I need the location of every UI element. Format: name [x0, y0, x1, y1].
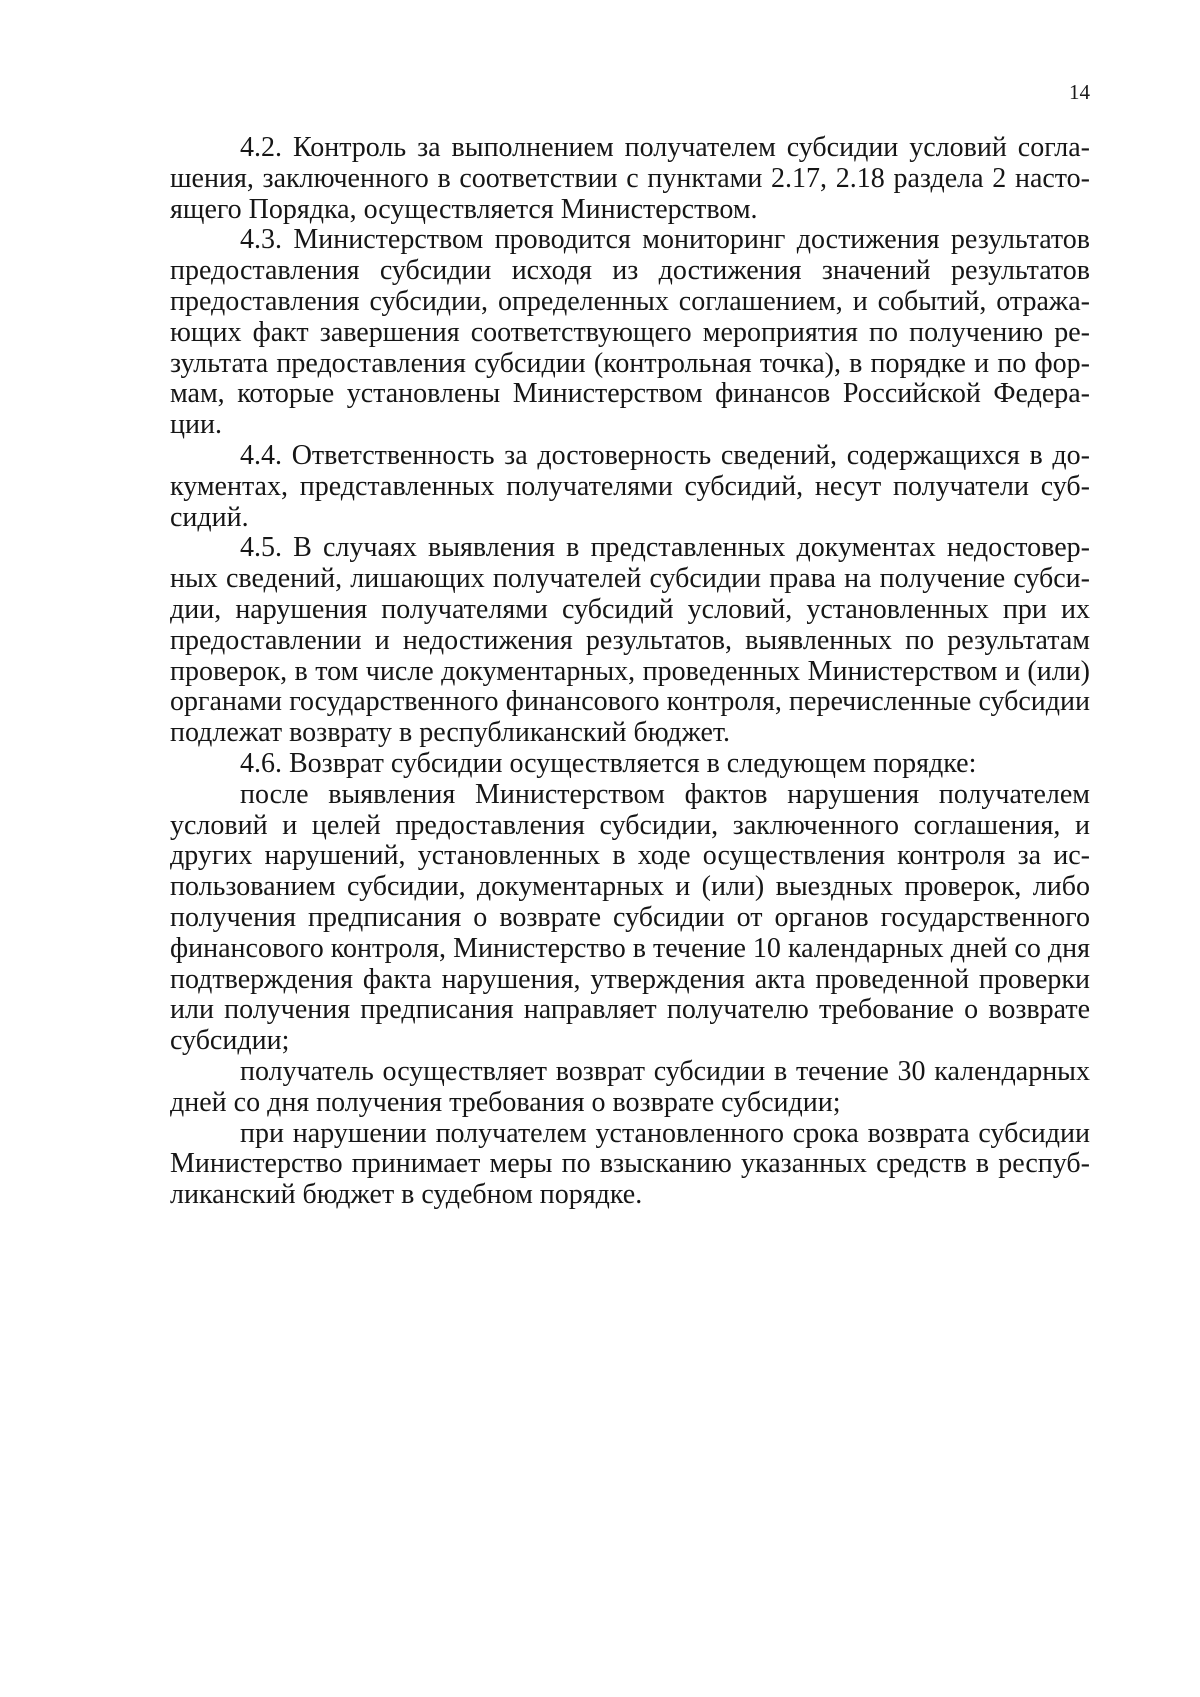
paragraph-4-3: 4.3. Министерством проводится мониторинг достижения результатов предоставления субсидии исходя из достижения значений результатов предоставления субсидии, определенных соглашением, и событий, отражающих факт завершения соответствующего мероприятия по получению результата предоставления субсидии (контрольная точка), в порядке и по формам, которые установлены Министерством финансов Российской Федерации. [170, 224, 1090, 441]
document-body [170, 133, 1090, 1211]
paragraph-4-5: 4.5. В случаях выявления в представленных документах недостоверных сведений, лишающих получателей субсидии права на получение субсидии, нарушения получателями субсидий условий, установленных при их предоставлении и недостижения результатов, выявленных по результатам проверок, в том числе документарных, проведенных Министерством и (или) органами государственного финансового контроля, перечисленные субсидии подлежат возврату в республиканский бюджет. [170, 532, 1090, 749]
paragraph-4-6-step-2: получатель осуществляет возврат субсидии в течение 30 календарных дней со дня получения требования о возврате субсидии; [170, 1055, 1090, 1118]
paragraph-4-6-step-1: после выявления Министерством фактов нарушения получателем условий и целей предоставления субсидии, заключенного соглашения, и других нарушений, установленных в ходе осуществления контроля за использованием субсидии, документарных и (или) выездных проверок, либо получения предписания о возврате субсидии от органов государственного финансового контроля, Министерство в течение 10 календарных дней со дня подтверждения факта нарушения, утверждения акта проведенной проверки или получения предписания направляет получателю требование о возврате субсидии; [170, 778, 1090, 1057]
page-number: 14 [1069, 80, 1090, 104]
paragraph-4-2: 4.2. Контроль за выполнением получателем субсидии условий соглашения, заключенного в соответствии с пунктами 2.17, 2.18 раздела 2 настоящего Порядка, осуществляется Министерством. [170, 132, 1090, 225]
paragraph-4-6: 4.6. Возврат субсидии осуществляется в следующем порядке: [240, 747, 977, 779]
paragraph-4-6-step-3: при нарушении получателем установленного срока возврата субсидии Министерство принимает меры по взысканию указанных средств в республиканский бюджет в судебном порядке. [170, 1117, 1090, 1211]
paragraph-4-4: 4.4. Ответственность за достоверность сведений, содержащихся в документах, представленных получателями субсидий, несут получатели субсидий. [170, 439, 1090, 533]
